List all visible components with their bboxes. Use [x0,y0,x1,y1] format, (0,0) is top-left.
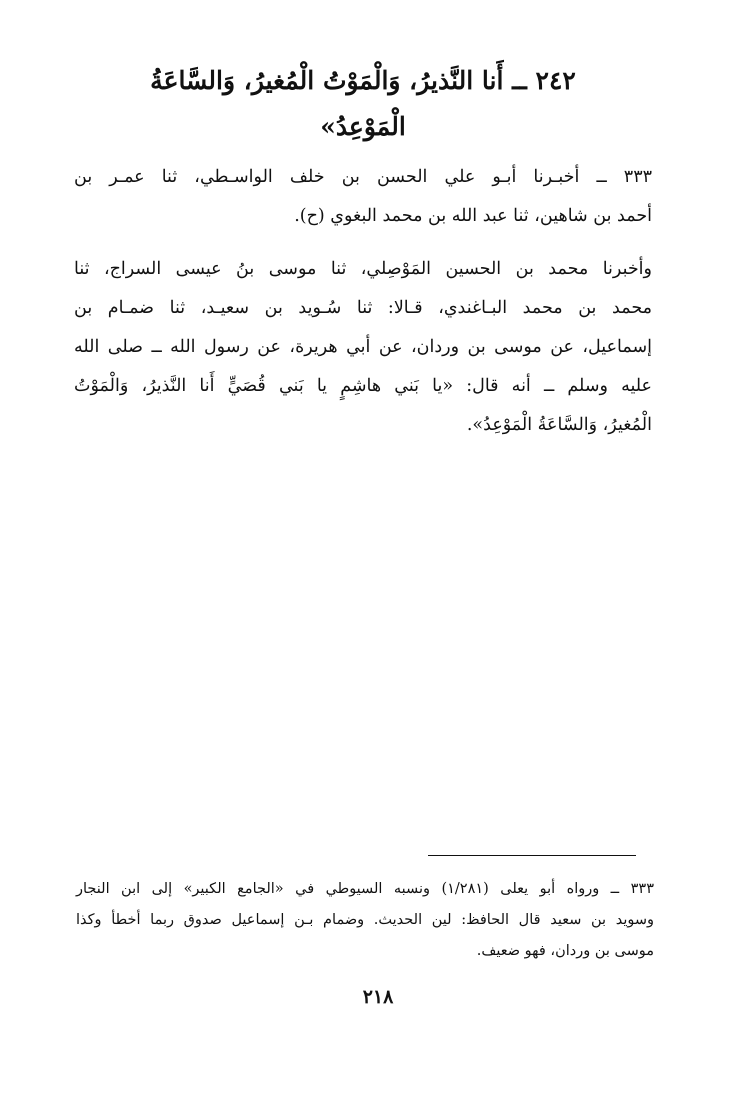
paragraph-2-line-3: إسماعيل، عن موسى بن وردان، عن أبي هريرة، عن رسول الله ــ صلى الله [74,337,652,357]
paragraph-1-line-1: ٣٣٣ ــ أخبـرنا أبـو علي الحسن بن خلف الواسـطي، ثنا عمـر بن [74,167,652,187]
heading-line-1: ٢٤٢ ــ أَنا النَّذيرُ، وَالْمَوْتُ الْمُغيرُ، وَالسَّاعَةُ [150,66,576,95]
footnote-line-1: ٣٣٣ ــ ورواه أبو يعلى (١/٢٨١) ونسبه السيوطي في «الجامع الكبير» إلى ابن النجار [76,881,654,897]
footnote-line-2: وسويد بن سعيد قال الحافظ: لين الحديث. وضمام بـن إسماعيل صدوق ربما أخطأ وكذا [76,912,654,928]
page-number: ٢١٨ [362,986,394,1008]
footnote-line-3: موسى بن وردان، فهو ضعيف. [476,943,654,959]
footnote [76,874,654,967]
paragraph-1-line-2: أحمد بن شاهين، ثنا عبد الله بن محمد البغوي (ح). [294,206,652,226]
paragraph-2-line-5: الْمُغيرُ، وَالسَّاعَةُ الْمَوْعِدُ». [466,415,652,435]
section-heading [150,58,576,150]
heading-line-2: الْمَوْعِدُ» [320,112,406,141]
hadith-paragraph-2 [74,250,652,445]
paragraph-2-line-1: وأخبرنا محمد بن الحسين المَوْصِلي، ثنا موسى بنُ عيسى السراج، ثنا [74,259,652,279]
hadith-paragraph-1 [74,158,652,236]
paragraph-2-line-4: عليه وسلم ــ أنه قال: «يا بَني هاشِمٍ يا بَني قُصَيٍّ أَنا النَّذيرُ، وَالْمَوْتُ [74,376,652,396]
paragraph-2-line-2: محمد بن محمد البـاغندي، قـالا: ثنا سُـويد بن سعيـد، ثنا ضمـام بن [74,298,652,318]
footnote-divider [428,855,636,856]
